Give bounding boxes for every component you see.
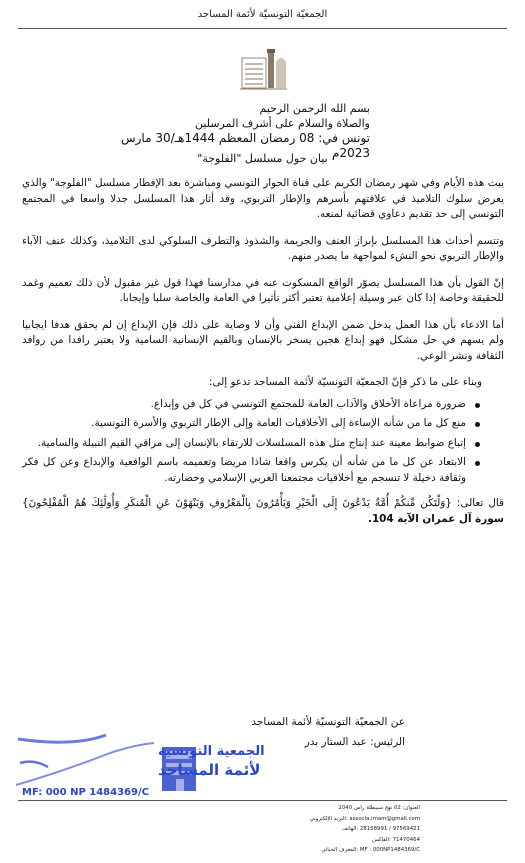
paragraph-4: أما الادعاء بأن هذا العمل يدخل ضمن الإبداع الفني وأن لا وصاية على ذلك فإن الإبداع إن لم يحقق هدفا ايجابيا ولم يسهم في حل مشكل فهو إبداع هجين يسخر بالإنسان وبالقيم الإنسانية السامية ولا يعتبر رافدا من روافد الثقافة ونشر الوعي. <box>22 318 504 362</box>
paragraph-3: إنّ القول بأن هذا المسلسل يصوّر الواقع المسكوت عنه في مدارسنا فهذا قول غير مقبول لأن ذلك تعميم وغمد للحقيقة وخاصة إذا كان عبر وسيلة إعلامية تعتبر أكثر تأثيرا في العامة والخاصة سلبا وإيجابا. <box>22 276 504 304</box>
document-date: تونس في: 08 رمضان المعظم 1444هـ/30 مارس 2023م <box>120 131 370 160</box>
demand-item: إتباع ضوابط معينة عند إنتاج مثل هذه المسلسلات للارتقاء بالإنسان إلى مراقي القيم النبيلة والسامية. <box>22 436 480 452</box>
basmala: بسم الله الرحمن الرحيم <box>259 102 370 115</box>
stamp-line-2: لأئمة المساجد <box>158 761 261 779</box>
demand-item: منع كل ما من شأنه الإساءة إلى الأخلاقيات العامة وإلى الإطار التربوي والأسرة التونسية. <box>22 416 480 432</box>
stamp-tax-id: MF: 000 NP 1484369/C <box>22 787 149 798</box>
footer-contact <box>190 803 420 856</box>
footer-phone: 97569421 / 28158991 :الهاتف <box>341 826 420 832</box>
demand-item: الابتعاد عن كل ما من شأنه أن يكرس واقعا شاذا مريضا وتعميمه باسم الواقعية والإبداع وعن كل فكر وثقافة دخيلة لا تنسجم مع أخلاقيات مجتمعنا العربي الإسلامي وحضارته. <box>22 455 480 486</box>
quote-reference: سورة آل عمران الآية 104. <box>367 512 504 525</box>
association-logo <box>238 48 288 92</box>
demands-list <box>22 397 504 487</box>
header-divider <box>18 28 507 29</box>
letterhead-org-name: الجمعيّة التونسيّة لأئمة المساجد <box>197 9 328 20</box>
demand-item: ضرورة مراعاة الأخلاق والآداب العامة للمجتمع التونسي في كل فن وإبداع. <box>22 397 480 413</box>
quote-verse: {وَلْتَكُن مِّنكُمْ أُمَّةٌ يَدْعُونَ إِلَى الْخَيْرِ وَيَأْمُرُونَ بِالْمَعْرُوفِ وَيَنْهَوْنَ عَنِ الْمُنكَرِ وَأُولَٰئِكَ هُمُ الْمُفْلِحُونَ} <box>22 497 452 509</box>
signature-president: الرئيس: عبد الستار بدر <box>304 736 405 748</box>
footer-tax-id: MF : 000NP1484369/C :المعرف الجبائي <box>321 847 420 853</box>
paragraph-1: يبث هذه الأيام وفي شهر رمضان الكريم على قناة الحوار التونسي ومباشرة بعد الإفطار مسلسل "الفلوجة" والذي يعرض سلوك التلاميذ في علاقتهم بأسرهم والإطار التربوي، وقد أثار هذا المسلسل جدلا واسعا في المجتمع التونسي إلى حد تقديم دعاوي قضائية لمنعه. <box>22 177 504 220</box>
footer-fax: 71470464 :الفاكس <box>372 836 420 843</box>
statement-title: بيان حول مسلسل "الفلوجة" <box>197 152 328 165</box>
footer-divider <box>18 800 507 801</box>
quran-quote <box>22 496 504 527</box>
quote-intro: قال تعالى: <box>451 497 505 509</box>
signature-org: عن الجمعيّة التونسيّة لأئمة المساجد <box>251 716 405 728</box>
demands-lead: وبناء على ما ذكر فإنّ الجمعيّة التونسيّة لأئمة المساجد تدعو إلى: <box>208 376 482 388</box>
stamp-line-1: الجمعية التونسية <box>158 744 265 759</box>
footer-address: العنوان: 02 نهج سبيطلة راس 2040 <box>338 805 420 811</box>
statement-body <box>22 176 504 538</box>
salutation: والصلاة والسلام على أشرف المرسلين <box>195 117 370 130</box>
footer-email[interactable]: assocla.imam@gmail.com :البريد الإلكتروني <box>309 815 420 822</box>
paragraph-2: وتتسم أحداث هذا المسلسل بإبراز العنف والجريمة والشذوذ والتطرف السلوكي لدى التلاميذ، وكذلك عنف الآباء والإطار التربوي نحو النشء لمواجهة ما يصدر منهم. <box>22 234 504 262</box>
association-stamp <box>14 733 265 807</box>
